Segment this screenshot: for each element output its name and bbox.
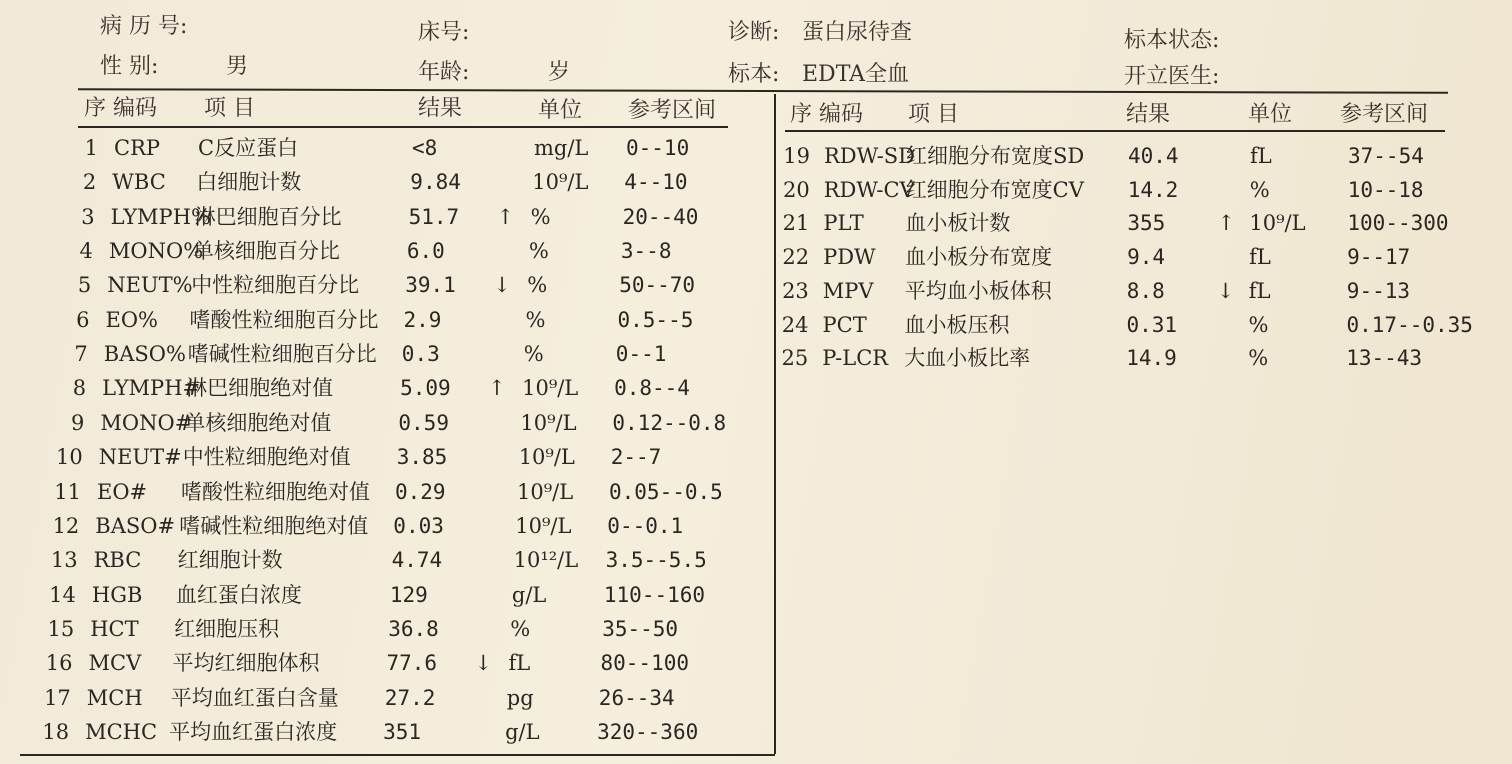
test-unit: % [523, 342, 544, 367]
table-row [769, 278, 1489, 315]
reference-range: 50--70 [619, 273, 696, 298]
test-unit: 10⁹/L [520, 410, 577, 435]
table-row [769, 247, 1489, 281]
test-result: 6.0 [406, 239, 445, 264]
reference-range: 100--300 [1347, 211, 1449, 236]
test-name: 嗜酸性粒细胞绝对值 [181, 479, 370, 504]
reference-range: 13--43 [1346, 346, 1423, 371]
left-header-ref: 参考区间 [628, 98, 717, 123]
row-number: 19 [783, 144, 810, 168]
test-code: CRP [114, 136, 161, 160]
test-unit: 10⁹/L [1249, 211, 1306, 236]
reference-range: 37--54 [1348, 144, 1424, 168]
test-unit: fL [1248, 278, 1271, 303]
abnormal-flag: ↓ [1216, 278, 1235, 303]
test-code: HCT [90, 616, 139, 641]
table-row [39, 513, 739, 550]
test-code: WBC [112, 170, 166, 195]
test-result: 129 [389, 582, 428, 607]
table-row [46, 378, 746, 412]
table-row [55, 204, 755, 241]
test-name: 血小板压积 [904, 312, 1010, 337]
test-code: BASO% [103, 342, 186, 367]
test-code: RDW-CV [823, 177, 915, 202]
test-result: 0.03 [393, 513, 444, 538]
reference-range: 0--1 [615, 342, 667, 367]
reference-range: 0--0.1 [607, 513, 684, 538]
right-header-unit: 单位 [1248, 102, 1293, 127]
test-name: 单核细胞绝对值 [184, 410, 332, 435]
test-result: 0.29 [395, 479, 446, 504]
row-number: 15 [47, 616, 75, 641]
test-name: 平均血红蛋白浓度 [169, 719, 338, 744]
reference-range: 0.12--0.8 [612, 410, 727, 435]
left-header-unit: 单位 [538, 98, 583, 123]
test-unit: 10⁹/L [522, 376, 579, 401]
test-unit: % [1249, 177, 1270, 202]
table-row [48, 344, 748, 378]
left-column-rule [78, 126, 728, 128]
test-code: EO# [97, 479, 148, 504]
test-name: 红细胞计数 [177, 548, 283, 573]
test-result: 5.09 [400, 376, 451, 401]
test-result: 2.9 [403, 307, 442, 332]
test-name: 红细胞分布宽度SD [906, 144, 1085, 168]
age-unit: 岁 [548, 60, 571, 85]
test-unit: mg/L [534, 136, 589, 160]
test-code: EO% [105, 307, 158, 332]
table-row [769, 213, 1489, 247]
row-number: 1 [84, 136, 98, 160]
table-row [56, 172, 756, 206]
table-row [770, 146, 1490, 180]
test-unit: % [525, 307, 546, 332]
row-number: 21 [782, 211, 810, 236]
reference-range: 9--17 [1347, 245, 1411, 270]
test-code: LYMPH# [102, 376, 201, 401]
test-result: 0.59 [398, 410, 449, 435]
test-code: NEUT% [107, 273, 193, 298]
test-code: RDW-SD [824, 144, 916, 168]
test-unit: % [528, 239, 549, 264]
test-result: 40.4 [1128, 144, 1179, 168]
left-header-item: 项 目 [204, 96, 255, 121]
left-header-seq-code: 序 编码 [84, 96, 157, 121]
row-number: 6 [76, 307, 90, 332]
table-row [29, 719, 729, 756]
reference-range: 0.5--5 [617, 307, 694, 332]
reference-range: 0.17--0.35 [1346, 312, 1473, 337]
reference-range: 320--360 [597, 719, 699, 744]
reference-range: 35--50 [602, 616, 679, 641]
test-unit: % [1248, 346, 1269, 371]
test-result: 351 [383, 719, 422, 744]
abnormal-flag: ↑ [488, 376, 506, 401]
table-row [33, 653, 733, 687]
doctor-label: 开立医生: [1124, 64, 1220, 89]
test-code: MCV [88, 651, 142, 676]
reference-range: 20--40 [622, 204, 699, 229]
age-label: 年龄: [418, 60, 470, 85]
test-unit: % [530, 204, 551, 229]
test-name: 红细胞压积 [174, 616, 280, 641]
record-no-label: 病 历 号: [100, 14, 188, 39]
abnormal-flag: ↑ [1217, 211, 1235, 236]
bed-no-label: 床号: [418, 20, 470, 45]
table-row [768, 348, 1488, 382]
test-name: 白细胞计数 [196, 170, 302, 195]
diagnosis-label: 诊断: [728, 20, 780, 45]
test-unit: 10⁹/L [518, 445, 575, 470]
abnormal-flag: ↑ [496, 204, 515, 229]
test-code: MONO% [108, 239, 204, 264]
gender-value: 男 [226, 54, 249, 79]
test-result: 14.9 [1126, 346, 1177, 371]
row-number: 3 [81, 204, 95, 229]
table-row [50, 307, 750, 344]
test-unit: 10⁹/L [517, 479, 574, 504]
row-number: 12 [52, 513, 80, 538]
reference-range: 110--160 [603, 582, 706, 607]
left-header-result: 结果 [418, 96, 463, 121]
test-code: RBC [93, 548, 142, 573]
table-row [41, 479, 741, 516]
test-unit: 10⁹/L [515, 513, 572, 538]
reference-range: 3--8 [620, 239, 672, 264]
right-header-ref: 参考区间 [1340, 102, 1429, 127]
test-name: 嗜碱性粒细胞绝对值 [179, 513, 369, 538]
row-number: 7 [74, 342, 88, 367]
test-unit: 10¹²/L [513, 548, 579, 573]
test-result: 3.85 [396, 445, 448, 470]
table-row [38, 550, 738, 584]
row-number: 25 [781, 346, 809, 371]
test-unit: % [527, 273, 548, 298]
row-number: 8 [72, 376, 87, 401]
test-code: PCT [822, 312, 867, 337]
abnormal-flag: ↓ [493, 273, 511, 298]
reference-range: 80--100 [600, 651, 690, 676]
test-result: 9.4 [1127, 245, 1166, 270]
test-unit: pg [506, 685, 534, 710]
table-row [58, 138, 758, 172]
reference-range: 0.05--0.5 [609, 479, 723, 504]
row-number: 17 [44, 685, 71, 710]
test-result: 36.8 [388, 616, 439, 641]
reference-range: 9--13 [1346, 278, 1411, 303]
row-number: 20 [782, 177, 810, 202]
test-unit: g/L [511, 582, 547, 607]
specimen-value: EDTA全血 [802, 62, 910, 87]
row-number: 9 [71, 410, 85, 435]
test-result: 77.6 [386, 651, 438, 676]
table-row [51, 275, 751, 309]
test-name: 血小板计数 [905, 211, 1011, 236]
test-unit: % [510, 616, 531, 641]
reference-range: 0.8--4 [614, 376, 690, 401]
row-number: 4 [79, 239, 93, 264]
test-name: 单核细胞百分比 [192, 239, 340, 264]
table-row [36, 582, 736, 619]
test-result: 8.8 [1126, 278, 1165, 303]
test-unit: fL [508, 651, 531, 676]
test-result: <8 [412, 136, 438, 160]
row-number: 11 [54, 479, 81, 504]
gender-label: 性 别: [100, 54, 159, 79]
row-number: 22 [782, 245, 810, 270]
test-unit: fL [1250, 144, 1272, 168]
test-code: PDW [823, 245, 876, 270]
test-name: 淋巴细胞百分比 [194, 204, 342, 229]
reference-range: 2--7 [610, 445, 662, 470]
test-code: MCH [86, 685, 143, 710]
test-result: 0.3 [401, 342, 440, 367]
test-unit: fL [1249, 245, 1271, 270]
row-number: 18 [42, 719, 70, 744]
row-number: 23 [782, 278, 809, 303]
test-name: 血小板分布宽度 [905, 245, 1053, 270]
right-header-item: 项 目 [908, 102, 959, 127]
test-name: 中性粒细胞绝对值 [182, 445, 351, 470]
test-result: 27.2 [384, 685, 436, 710]
test-code: NEUT# [98, 445, 182, 470]
diagnosis-value: 蛋白尿待查 [802, 20, 913, 45]
reference-range: 3.5--5.5 [605, 548, 707, 573]
test-name: 大血小板比率 [904, 346, 1031, 371]
specimen-label: 标本: [728, 62, 780, 87]
sample-status-label: 标本状态: [1124, 28, 1220, 53]
test-name: 嗜碱性粒细胞百分比 [187, 342, 377, 367]
test-name: C反应蛋白 [198, 136, 299, 160]
row-number: 24 [781, 312, 809, 337]
table-row [34, 616, 734, 653]
right-header-result: 结果 [1126, 102, 1171, 127]
test-name: 血红蛋白浓度 [175, 582, 302, 607]
table-row [770, 177, 1490, 214]
table-row [43, 447, 743, 481]
test-code: MONO# [100, 410, 193, 435]
test-result: 4.74 [391, 548, 443, 573]
test-name: 红细胞分布宽度CV [905, 177, 1084, 202]
row-number: 13 [50, 548, 78, 573]
reference-range: 0--10 [626, 136, 690, 160]
table-row [769, 312, 1489, 349]
test-unit: 10⁹/L [532, 170, 589, 195]
header-rule [78, 88, 1448, 94]
test-code: LYMPH% [110, 204, 211, 229]
test-name: 平均血红蛋白含量 [170, 685, 339, 710]
test-result: 355 [1127, 211, 1166, 236]
test-code: HGB [91, 582, 143, 607]
test-result: 39.1 [405, 273, 456, 298]
row-number: 10 [55, 445, 83, 470]
test-name: 嗜酸性粒细胞百分比 [189, 307, 379, 332]
test-result: 9.84 [410, 170, 461, 195]
row-number: 5 [77, 273, 92, 298]
test-name: 淋巴细胞绝对值 [186, 376, 334, 401]
table-row [31, 685, 731, 722]
test-result: 14.2 [1127, 177, 1179, 202]
table-row [44, 410, 744, 447]
test-unit: g/L [505, 719, 540, 744]
test-result: 0.31 [1126, 312, 1178, 337]
reference-range: 26--34 [598, 685, 675, 710]
table-row [53, 241, 753, 275]
test-name: 平均血小板体积 [904, 278, 1052, 303]
test-code: MCHC [85, 719, 158, 744]
test-code: MPV [822, 278, 874, 303]
reference-range: 4--10 [624, 170, 688, 195]
right-header-seq-code: 序 编码 [790, 102, 863, 127]
test-code: PLT [823, 211, 864, 236]
test-name: 平均红细胞体积 [172, 651, 320, 676]
row-number: 14 [49, 582, 76, 607]
right-column-rule [785, 130, 1445, 132]
reference-range: 10--18 [1347, 177, 1424, 202]
test-result: 51.7 [408, 204, 460, 229]
test-code: P-LCR [822, 346, 889, 371]
row-number: 16 [45, 651, 73, 676]
abnormal-flag: ↓ [474, 651, 493, 676]
test-code: BASO# [95, 513, 176, 538]
test-name: 中性粒细胞百分比 [191, 273, 360, 298]
row-number: 2 [82, 170, 97, 195]
test-unit: % [1248, 312, 1269, 337]
